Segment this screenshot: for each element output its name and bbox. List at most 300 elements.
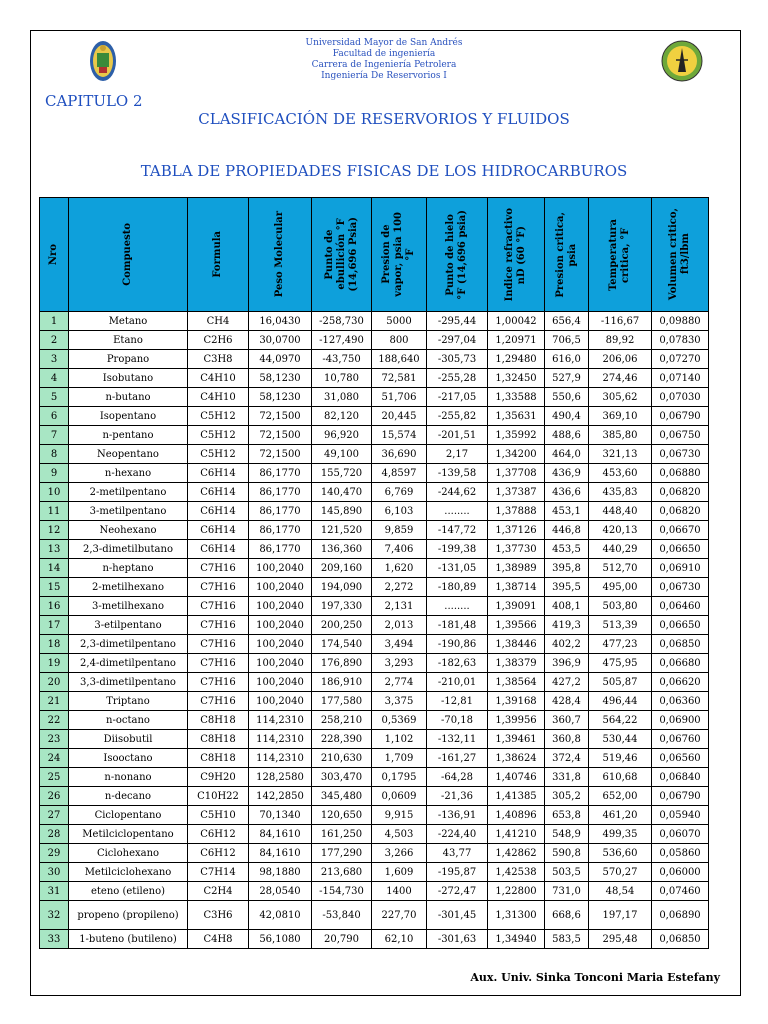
table-cell: 2,272 xyxy=(372,578,427,597)
table-row xyxy=(40,882,709,901)
table-cell: C7H16 xyxy=(188,578,249,597)
column-header: Indice refractivo nD (60 °F) xyxy=(488,198,545,312)
table-cell: n-octano xyxy=(69,711,188,730)
table-cell: C7H16 xyxy=(188,597,249,616)
table-cell: 503,80 xyxy=(589,597,652,616)
table-cell: C6H12 xyxy=(188,825,249,844)
table-cell: 1,20971 xyxy=(488,331,545,350)
table-cell: 28,0540 xyxy=(249,882,312,901)
table-cell: 10,780 xyxy=(312,369,372,388)
table-cell: 100,2040 xyxy=(249,597,312,616)
table-cell: 652,00 xyxy=(589,787,652,806)
table-cell: C2H4 xyxy=(188,882,249,901)
table-cell: 206,06 xyxy=(589,350,652,369)
row-number-cell: 15 xyxy=(40,578,69,597)
table-cell: 3-etilpentano xyxy=(69,616,188,635)
table-cell: 1,38989 xyxy=(488,559,545,578)
row-number-cell: 6 xyxy=(40,407,69,426)
row-number-cell: 29 xyxy=(40,844,69,863)
table-cell: 0,05860 xyxy=(652,844,709,863)
table-cell: 0,06650 xyxy=(652,616,709,635)
table-cell: 0,06000 xyxy=(652,863,709,882)
table-cell: 86,1770 xyxy=(249,502,312,521)
row-number-cell: 21 xyxy=(40,692,69,711)
table-cell: 0,07460 xyxy=(652,882,709,901)
table-row xyxy=(40,863,709,882)
table-cell: 0,06890 xyxy=(652,901,709,930)
table-cell: n-heptano xyxy=(69,559,188,578)
table-cell: 305,2 xyxy=(545,787,589,806)
table-cell: 228,390 xyxy=(312,730,372,749)
table-cell: 3-metilhexano xyxy=(69,597,188,616)
table-cell: -210,01 xyxy=(427,673,488,692)
table-cell: 499,35 xyxy=(589,825,652,844)
table-cell: 31,080 xyxy=(312,388,372,407)
row-number-cell: 30 xyxy=(40,863,69,882)
table-cell: Etano xyxy=(69,331,188,350)
table-cell: 186,910 xyxy=(312,673,372,692)
table-cell: 3,293 xyxy=(372,654,427,673)
table-cell: C8H18 xyxy=(188,730,249,749)
table-cell: Ciclohexano xyxy=(69,844,188,863)
author-credit: Aux. Univ. Sinka Tonconi Maria Estefany xyxy=(470,971,720,984)
table-cell: 200,250 xyxy=(312,616,372,635)
table-cell: 274,46 xyxy=(589,369,652,388)
table-cell: -258,730 xyxy=(312,312,372,331)
chapter-label: CAPITULO 2 xyxy=(45,92,143,110)
table-cell: -201,51 xyxy=(427,426,488,445)
table-cell: 89,92 xyxy=(589,331,652,350)
table-cell: 140,470 xyxy=(312,483,372,502)
table-cell: 1400 xyxy=(372,882,427,901)
table-cell: Ciclopentano xyxy=(69,806,188,825)
table-cell: 360,8 xyxy=(545,730,589,749)
table-cell: 20,445 xyxy=(372,407,427,426)
table-cell: C10H22 xyxy=(188,787,249,806)
table-cell: -244,62 xyxy=(427,483,488,502)
institution-header xyxy=(250,38,518,82)
table-cell: 0,07030 xyxy=(652,388,709,407)
row-number-cell: 12 xyxy=(40,521,69,540)
table-cell: C6H14 xyxy=(188,464,249,483)
table-row xyxy=(40,711,709,730)
column-header: Compuesto xyxy=(69,198,188,312)
table-cell: 0,06850 xyxy=(652,930,709,949)
row-number-cell: 32 xyxy=(40,901,69,930)
row-number-cell: 10 xyxy=(40,483,69,502)
table-cell: -190,86 xyxy=(427,635,488,654)
table-cell: 0,1795 xyxy=(372,768,427,787)
table-cell: 1,33588 xyxy=(488,388,545,407)
table-cell: 427,2 xyxy=(545,673,589,692)
table-cell: -224,40 xyxy=(427,825,488,844)
table-cell: 453,1 xyxy=(545,502,589,521)
table-cell: -182,63 xyxy=(427,654,488,673)
table-cell: C6H14 xyxy=(188,502,249,521)
row-number-cell: 13 xyxy=(40,540,69,559)
table-cell: 48,54 xyxy=(589,882,652,901)
table-cell: Propano xyxy=(69,350,188,369)
column-header: Temperatura critica, °F xyxy=(589,198,652,312)
row-number-cell: 4 xyxy=(40,369,69,388)
table-cell: 295,48 xyxy=(589,930,652,949)
table-row xyxy=(40,597,709,616)
table-cell: 0,07830 xyxy=(652,331,709,350)
table-row xyxy=(40,930,709,949)
table-cell: C7H16 xyxy=(188,654,249,673)
table-cell: 1,39956 xyxy=(488,711,545,730)
row-number-cell: 5 xyxy=(40,388,69,407)
table-cell: 512,70 xyxy=(589,559,652,578)
table-cell: 321,13 xyxy=(589,445,652,464)
table-cell: 100,2040 xyxy=(249,692,312,711)
table-row xyxy=(40,806,709,825)
table-cell: 1,41385 xyxy=(488,787,545,806)
table-cell: 475,95 xyxy=(589,654,652,673)
table-cell: -217,05 xyxy=(427,388,488,407)
table-row xyxy=(40,768,709,787)
table-cell: 1,42862 xyxy=(488,844,545,863)
table-cell: 1,00042 xyxy=(488,312,545,331)
table-cell: 0,06460 xyxy=(652,597,709,616)
table-cell: -132,11 xyxy=(427,730,488,749)
table-cell: 706,5 xyxy=(545,331,589,350)
table-cell: C4H10 xyxy=(188,388,249,407)
table-cell: C4H8 xyxy=(188,930,249,949)
table-cell: 177,290 xyxy=(312,844,372,863)
table-row xyxy=(40,331,709,350)
table-cell: n-decano xyxy=(69,787,188,806)
header-line: Universidad Mayor de San Andrés xyxy=(305,38,463,48)
table-cell: 0,06650 xyxy=(652,540,709,559)
table-cell: 1,32450 xyxy=(488,369,545,388)
table-cell: 44,0970 xyxy=(249,350,312,369)
table-cell: 197,330 xyxy=(312,597,372,616)
table-row xyxy=(40,521,709,540)
table-cell: 0,06730 xyxy=(652,445,709,464)
table-cell: -70,18 xyxy=(427,711,488,730)
table-row xyxy=(40,673,709,692)
table-cell: 0,06820 xyxy=(652,483,709,502)
table-cell: 177,580 xyxy=(312,692,372,711)
table-cell: Metilciclopentano xyxy=(69,825,188,844)
table-cell: propeno (propileno) xyxy=(69,901,188,930)
table-cell: 72,1500 xyxy=(249,407,312,426)
row-number-cell: 24 xyxy=(40,749,69,768)
table-row xyxy=(40,844,709,863)
table-cell: 1,38714 xyxy=(488,578,545,597)
university-seal-logo xyxy=(88,39,118,84)
row-number-cell: 7 xyxy=(40,426,69,445)
table-row xyxy=(40,749,709,768)
table-cell: 1,37888 xyxy=(488,502,545,521)
table-cell: C3H8 xyxy=(188,350,249,369)
table-row xyxy=(40,654,709,673)
header-line: Facultad de ingeniería xyxy=(332,49,436,59)
table-cell: 0,06840 xyxy=(652,768,709,787)
row-number-cell: 16 xyxy=(40,597,69,616)
table-cell: 86,1770 xyxy=(249,483,312,502)
table-cell: 96,920 xyxy=(312,426,372,445)
table-cell: 0,06900 xyxy=(652,711,709,730)
table-cell: 100,2040 xyxy=(249,635,312,654)
row-number-cell: 2 xyxy=(40,331,69,350)
table-cell: 4,8597 xyxy=(372,464,427,483)
table-cell: 194,090 xyxy=(312,578,372,597)
table-cell: 464,0 xyxy=(545,445,589,464)
table-cell: 0,06910 xyxy=(652,559,709,578)
table-cell: C8H18 xyxy=(188,749,249,768)
table-cell: 155,720 xyxy=(312,464,372,483)
table-row xyxy=(40,483,709,502)
table-cell: 142,2850 xyxy=(249,787,312,806)
table-cell: 1,31300 xyxy=(488,901,545,930)
table-cell: 440,29 xyxy=(589,540,652,559)
table-cell: 530,44 xyxy=(589,730,652,749)
table-cell: C6H14 xyxy=(188,540,249,559)
table-cell: n-nonano xyxy=(69,768,188,787)
table-cell: 2,013 xyxy=(372,616,427,635)
table-cell: 121,520 xyxy=(312,521,372,540)
table-cell: 402,2 xyxy=(545,635,589,654)
table-cell: 395,5 xyxy=(545,578,589,597)
table-cell: C7H16 xyxy=(188,559,249,578)
table-cell: 7,406 xyxy=(372,540,427,559)
table-cell: 527,9 xyxy=(545,369,589,388)
table-cell: 62,10 xyxy=(372,930,427,949)
table-cell: -12,81 xyxy=(427,692,488,711)
table-cell: -301,45 xyxy=(427,901,488,930)
table-cell: 513,39 xyxy=(589,616,652,635)
table-cell: -195,87 xyxy=(427,863,488,882)
table-row xyxy=(40,312,709,331)
table-cell: 395,8 xyxy=(545,559,589,578)
table-cell: 1,38379 xyxy=(488,654,545,673)
table-cell: 0,06790 xyxy=(652,407,709,426)
row-number-cell: 9 xyxy=(40,464,69,483)
table-cell: 616,0 xyxy=(545,350,589,369)
table-cell: ........ xyxy=(427,597,488,616)
table-cell: 36,690 xyxy=(372,445,427,464)
table-cell: 0,0609 xyxy=(372,787,427,806)
table-cell: 0,06820 xyxy=(652,502,709,521)
table-cell: -199,38 xyxy=(427,540,488,559)
table-cell: -116,67 xyxy=(589,312,652,331)
table-cell: Metilciclohexano xyxy=(69,863,188,882)
table-cell: 503,5 xyxy=(545,863,589,882)
table-cell: 0,5369 xyxy=(372,711,427,730)
table-cell: 408,1 xyxy=(545,597,589,616)
table-cell: 1,37708 xyxy=(488,464,545,483)
table-cell: 446,8 xyxy=(545,521,589,540)
table-cell: 4,503 xyxy=(372,825,427,844)
table-cell: C5H12 xyxy=(188,407,249,426)
table-cell: 84,1610 xyxy=(249,825,312,844)
table-cell: 305,62 xyxy=(589,388,652,407)
table-cell: 448,40 xyxy=(589,502,652,521)
table-cell: 16,0430 xyxy=(249,312,312,331)
table-row xyxy=(40,407,709,426)
table-row xyxy=(40,369,709,388)
table-cell: 136,360 xyxy=(312,540,372,559)
table-cell: 0,09880 xyxy=(652,312,709,331)
table-cell: 174,540 xyxy=(312,635,372,654)
table-cell: C5H10 xyxy=(188,806,249,825)
table-cell: C7H14 xyxy=(188,863,249,882)
table-row xyxy=(40,559,709,578)
table-cell: 114,2310 xyxy=(249,730,312,749)
table-cell: -161,27 xyxy=(427,749,488,768)
table-cell: 385,80 xyxy=(589,426,652,445)
table-cell: 610,68 xyxy=(589,768,652,787)
table-cell: 369,10 xyxy=(589,407,652,426)
table-cell: 453,5 xyxy=(545,540,589,559)
table-cell: 100,2040 xyxy=(249,654,312,673)
table-cell: 0,06620 xyxy=(652,673,709,692)
table-cell: 56,1080 xyxy=(249,930,312,949)
table-cell: C6H14 xyxy=(188,521,249,540)
table-cell: 51,706 xyxy=(372,388,427,407)
table-cell: 20,790 xyxy=(312,930,372,949)
table-cell: 145,890 xyxy=(312,502,372,521)
table-cell: Isooctano xyxy=(69,749,188,768)
table-cell: 0,06070 xyxy=(652,825,709,844)
table-cell: 548,9 xyxy=(545,825,589,844)
table-cell: 128,2580 xyxy=(249,768,312,787)
table-cell: 570,27 xyxy=(589,863,652,882)
table-cell: 9,859 xyxy=(372,521,427,540)
table-cell: 490,4 xyxy=(545,407,589,426)
table-cell: 70,1340 xyxy=(249,806,312,825)
table-cell: 43,77 xyxy=(427,844,488,863)
row-number-cell: 3 xyxy=(40,350,69,369)
table-cell: 0,05940 xyxy=(652,806,709,825)
table-cell: 436,6 xyxy=(545,483,589,502)
table-cell: eteno (etileno) xyxy=(69,882,188,901)
table-cell: -255,28 xyxy=(427,369,488,388)
row-number-cell: 20 xyxy=(40,673,69,692)
table-cell: 590,8 xyxy=(545,844,589,863)
table-cell: 1,609 xyxy=(372,863,427,882)
table-cell: 1,29480 xyxy=(488,350,545,369)
table-cell: 30,0700 xyxy=(249,331,312,350)
table-cell: 420,13 xyxy=(589,521,652,540)
table-row xyxy=(40,502,709,521)
table-cell: 360,7 xyxy=(545,711,589,730)
table-cell: CH4 xyxy=(188,312,249,331)
table-row xyxy=(40,350,709,369)
table-cell: 2,3-dimetilbutano xyxy=(69,540,188,559)
table-cell: 731,0 xyxy=(545,882,589,901)
table-header-row xyxy=(40,198,709,312)
row-number-cell: 25 xyxy=(40,768,69,787)
table-cell: -64,28 xyxy=(427,768,488,787)
table-cell: 82,120 xyxy=(312,407,372,426)
row-number-cell: 18 xyxy=(40,635,69,654)
row-number-cell: 31 xyxy=(40,882,69,901)
table-cell: Metano xyxy=(69,312,188,331)
table-cell: 1,22800 xyxy=(488,882,545,901)
table-cell: 0,06680 xyxy=(652,654,709,673)
table-cell: 188,640 xyxy=(372,350,427,369)
row-number-cell: 26 xyxy=(40,787,69,806)
table-cell: 0,06360 xyxy=(652,692,709,711)
table-cell: 461,20 xyxy=(589,806,652,825)
section-title: CLASIFICACIÓN DE RESERVORIOS Y FLUIDOS xyxy=(198,110,570,128)
table-cell: 1,40896 xyxy=(488,806,545,825)
table-cell: 0,06560 xyxy=(652,749,709,768)
table-cell: 161,250 xyxy=(312,825,372,844)
table-cell: -139,58 xyxy=(427,464,488,483)
row-number-cell: 28 xyxy=(40,825,69,844)
table-cell: 6,103 xyxy=(372,502,427,521)
table-cell: 1,34940 xyxy=(488,930,545,949)
table-cell: 1,39566 xyxy=(488,616,545,635)
table-cell: -297,04 xyxy=(427,331,488,350)
table-cell: 120,650 xyxy=(312,806,372,825)
table-cell: 1,42538 xyxy=(488,863,545,882)
table-title: TABLA DE PROPIEDADES FISICAS DE LOS HIDROCARBUROS xyxy=(140,162,628,180)
table-cell: 210,630 xyxy=(312,749,372,768)
table-cell: -180,89 xyxy=(427,578,488,597)
table-cell: 331,8 xyxy=(545,768,589,787)
table-cell: 1,39091 xyxy=(488,597,545,616)
petroleum-engineering-logo xyxy=(660,38,704,84)
table-cell: 1,620 xyxy=(372,559,427,578)
table-cell: 653,8 xyxy=(545,806,589,825)
table-cell: 1,40746 xyxy=(488,768,545,787)
table-cell: 1,34200 xyxy=(488,445,545,464)
table-cell: 0,07140 xyxy=(652,369,709,388)
row-number-cell: 8 xyxy=(40,445,69,464)
table-cell: 0,07270 xyxy=(652,350,709,369)
table-cell: 435,83 xyxy=(589,483,652,502)
table-cell: 72,1500 xyxy=(249,445,312,464)
table-cell: n-hexano xyxy=(69,464,188,483)
table-row xyxy=(40,426,709,445)
row-number-cell: 22 xyxy=(40,711,69,730)
table-cell: 1-buteno (butileno) xyxy=(69,930,188,949)
table-cell: -131,05 xyxy=(427,559,488,578)
table-cell: 1,38564 xyxy=(488,673,545,692)
table-row xyxy=(40,445,709,464)
table-cell: 536,60 xyxy=(589,844,652,863)
table-cell: 0,06670 xyxy=(652,521,709,540)
table-cell: 1,35992 xyxy=(488,426,545,445)
table-cell: C7H16 xyxy=(188,673,249,692)
table-cell: 0,06760 xyxy=(652,730,709,749)
table-row xyxy=(40,787,709,806)
table-cell: 0,06750 xyxy=(652,426,709,445)
table-cell: C5H12 xyxy=(188,426,249,445)
table-cell: 428,4 xyxy=(545,692,589,711)
table-cell: 564,22 xyxy=(589,711,652,730)
table-cell: Isobutano xyxy=(69,369,188,388)
table-cell: 42,0810 xyxy=(249,901,312,930)
table-cell: 1,38446 xyxy=(488,635,545,654)
table-cell: 505,87 xyxy=(589,673,652,692)
table-cell: 419,3 xyxy=(545,616,589,635)
table-cell: 0,06790 xyxy=(652,787,709,806)
table-cell: C5H12 xyxy=(188,445,249,464)
table-cell: -295,44 xyxy=(427,312,488,331)
table-cell: 15,574 xyxy=(372,426,427,445)
table-cell: 1,102 xyxy=(372,730,427,749)
table-cell: -136,91 xyxy=(427,806,488,825)
table-cell: Diisobutil xyxy=(69,730,188,749)
table-cell: Triptano xyxy=(69,692,188,711)
table-cell: -147,72 xyxy=(427,521,488,540)
